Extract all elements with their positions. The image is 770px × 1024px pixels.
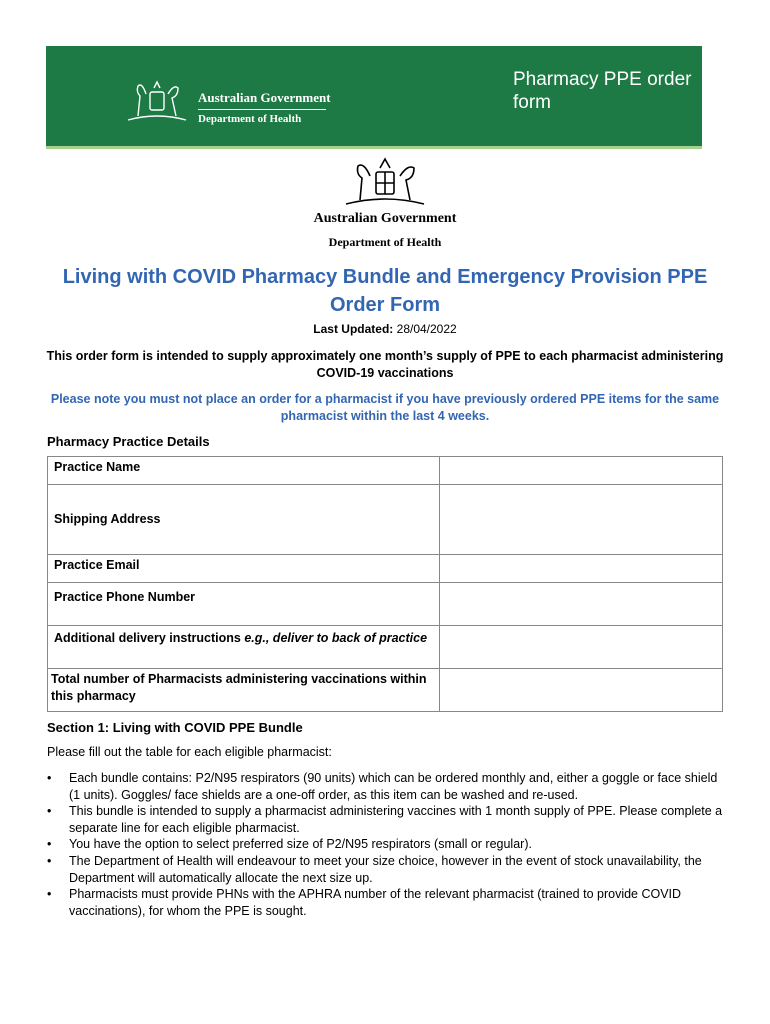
table-row (48, 583, 723, 626)
gov-wordmark-line1: Australian Government (313, 211, 457, 226)
section1-subtitle: Please fill out the table for each eligible pharmacist: (47, 745, 332, 759)
banner-title: Pharmacy PPE order form (513, 69, 692, 113)
section1-bullets (47, 770, 723, 919)
pharmacist-count-field[interactable] (440, 669, 723, 712)
list-item: • You have the option to select preferred size of P2/N95 respirators (small or regular). (47, 836, 723, 853)
table-row (48, 457, 723, 485)
practice-name-label: Practice Name (48, 457, 440, 485)
gov-line1: Australian Government (198, 90, 331, 105)
coat-of-arms-icon (124, 76, 190, 126)
table-row (48, 485, 723, 555)
intro-text: This order form is intended to supply approximately one month’s supply of PPE to each pharmacist administering COVID-19 vaccinations (46, 349, 724, 380)
table-row (48, 626, 723, 669)
page-title: Living with COVID Pharmacy Bundle and Emergency Provision PPE Order Form (62, 266, 708, 316)
table-row (48, 555, 723, 583)
list-item: • This bundle is intended to supply a pharmacist administering vaccines with 1 month supply of PPE. Please complete a separate line for each eligible pharmacist. (47, 803, 723, 836)
divider (198, 109, 326, 110)
order-note: Please note you must not place an order for a pharmacist if you have previously ordered PPE items for the same pharmacist within the last 4 weeks. (50, 392, 720, 423)
delivery-instructions-label (48, 626, 440, 669)
delivery-instructions-text: Additional delivery instructions (54, 631, 241, 645)
delivery-instructions-example: e.g., deliver to back of practice (244, 631, 428, 645)
section1-heading: Section 1: Living with COVID PPE Bundle (47, 720, 303, 735)
practice-email-label: Practice Email (48, 555, 440, 583)
details-heading: Pharmacy Practice Details (47, 434, 210, 449)
table-row (48, 669, 723, 712)
last-updated (0, 322, 770, 336)
coat-of-arms-icon (340, 154, 430, 210)
practice-details-table (47, 456, 723, 712)
list-item: • Each bundle contains: P2/N95 respirators (90 units) which can be ordered monthly and, either a goggle or face shield (1 units). Goggles/ face shields are a one-off order, as this item can be washed and re-used. (47, 770, 723, 803)
government-wordmark (198, 90, 331, 125)
practice-email-field[interactable] (440, 555, 723, 583)
header-banner (46, 46, 702, 149)
last-updated-label: Last Updated: (313, 322, 394, 336)
list-item: • The Department of Health will endeavour to meet your size choice, however in the event of stock unavailability, the Department will automatically allocate the next size up. (47, 853, 723, 886)
gov-line2: Department of Health (198, 113, 302, 125)
last-updated-value: 28/04/2022 (396, 322, 457, 336)
shipping-address-field[interactable] (440, 485, 723, 555)
practice-name-field[interactable] (440, 457, 723, 485)
list-item: • Pharmacists must provide PHNs with the APHRA number of the relevant pharmacist (trained to provide COVID vaccinations), for whom the PPE is sought. (47, 886, 723, 919)
shipping-address-label: Shipping Address (48, 485, 440, 555)
practice-phone-label: Practice Phone Number (48, 583, 440, 626)
pharmacist-count-label: Total number of Pharmacists administering vaccinations within this pharmacy (48, 669, 440, 712)
gov-wordmark-line2: Department of Health (328, 235, 442, 249)
practice-phone-field[interactable] (440, 583, 723, 626)
delivery-instructions-field[interactable] (440, 626, 723, 669)
